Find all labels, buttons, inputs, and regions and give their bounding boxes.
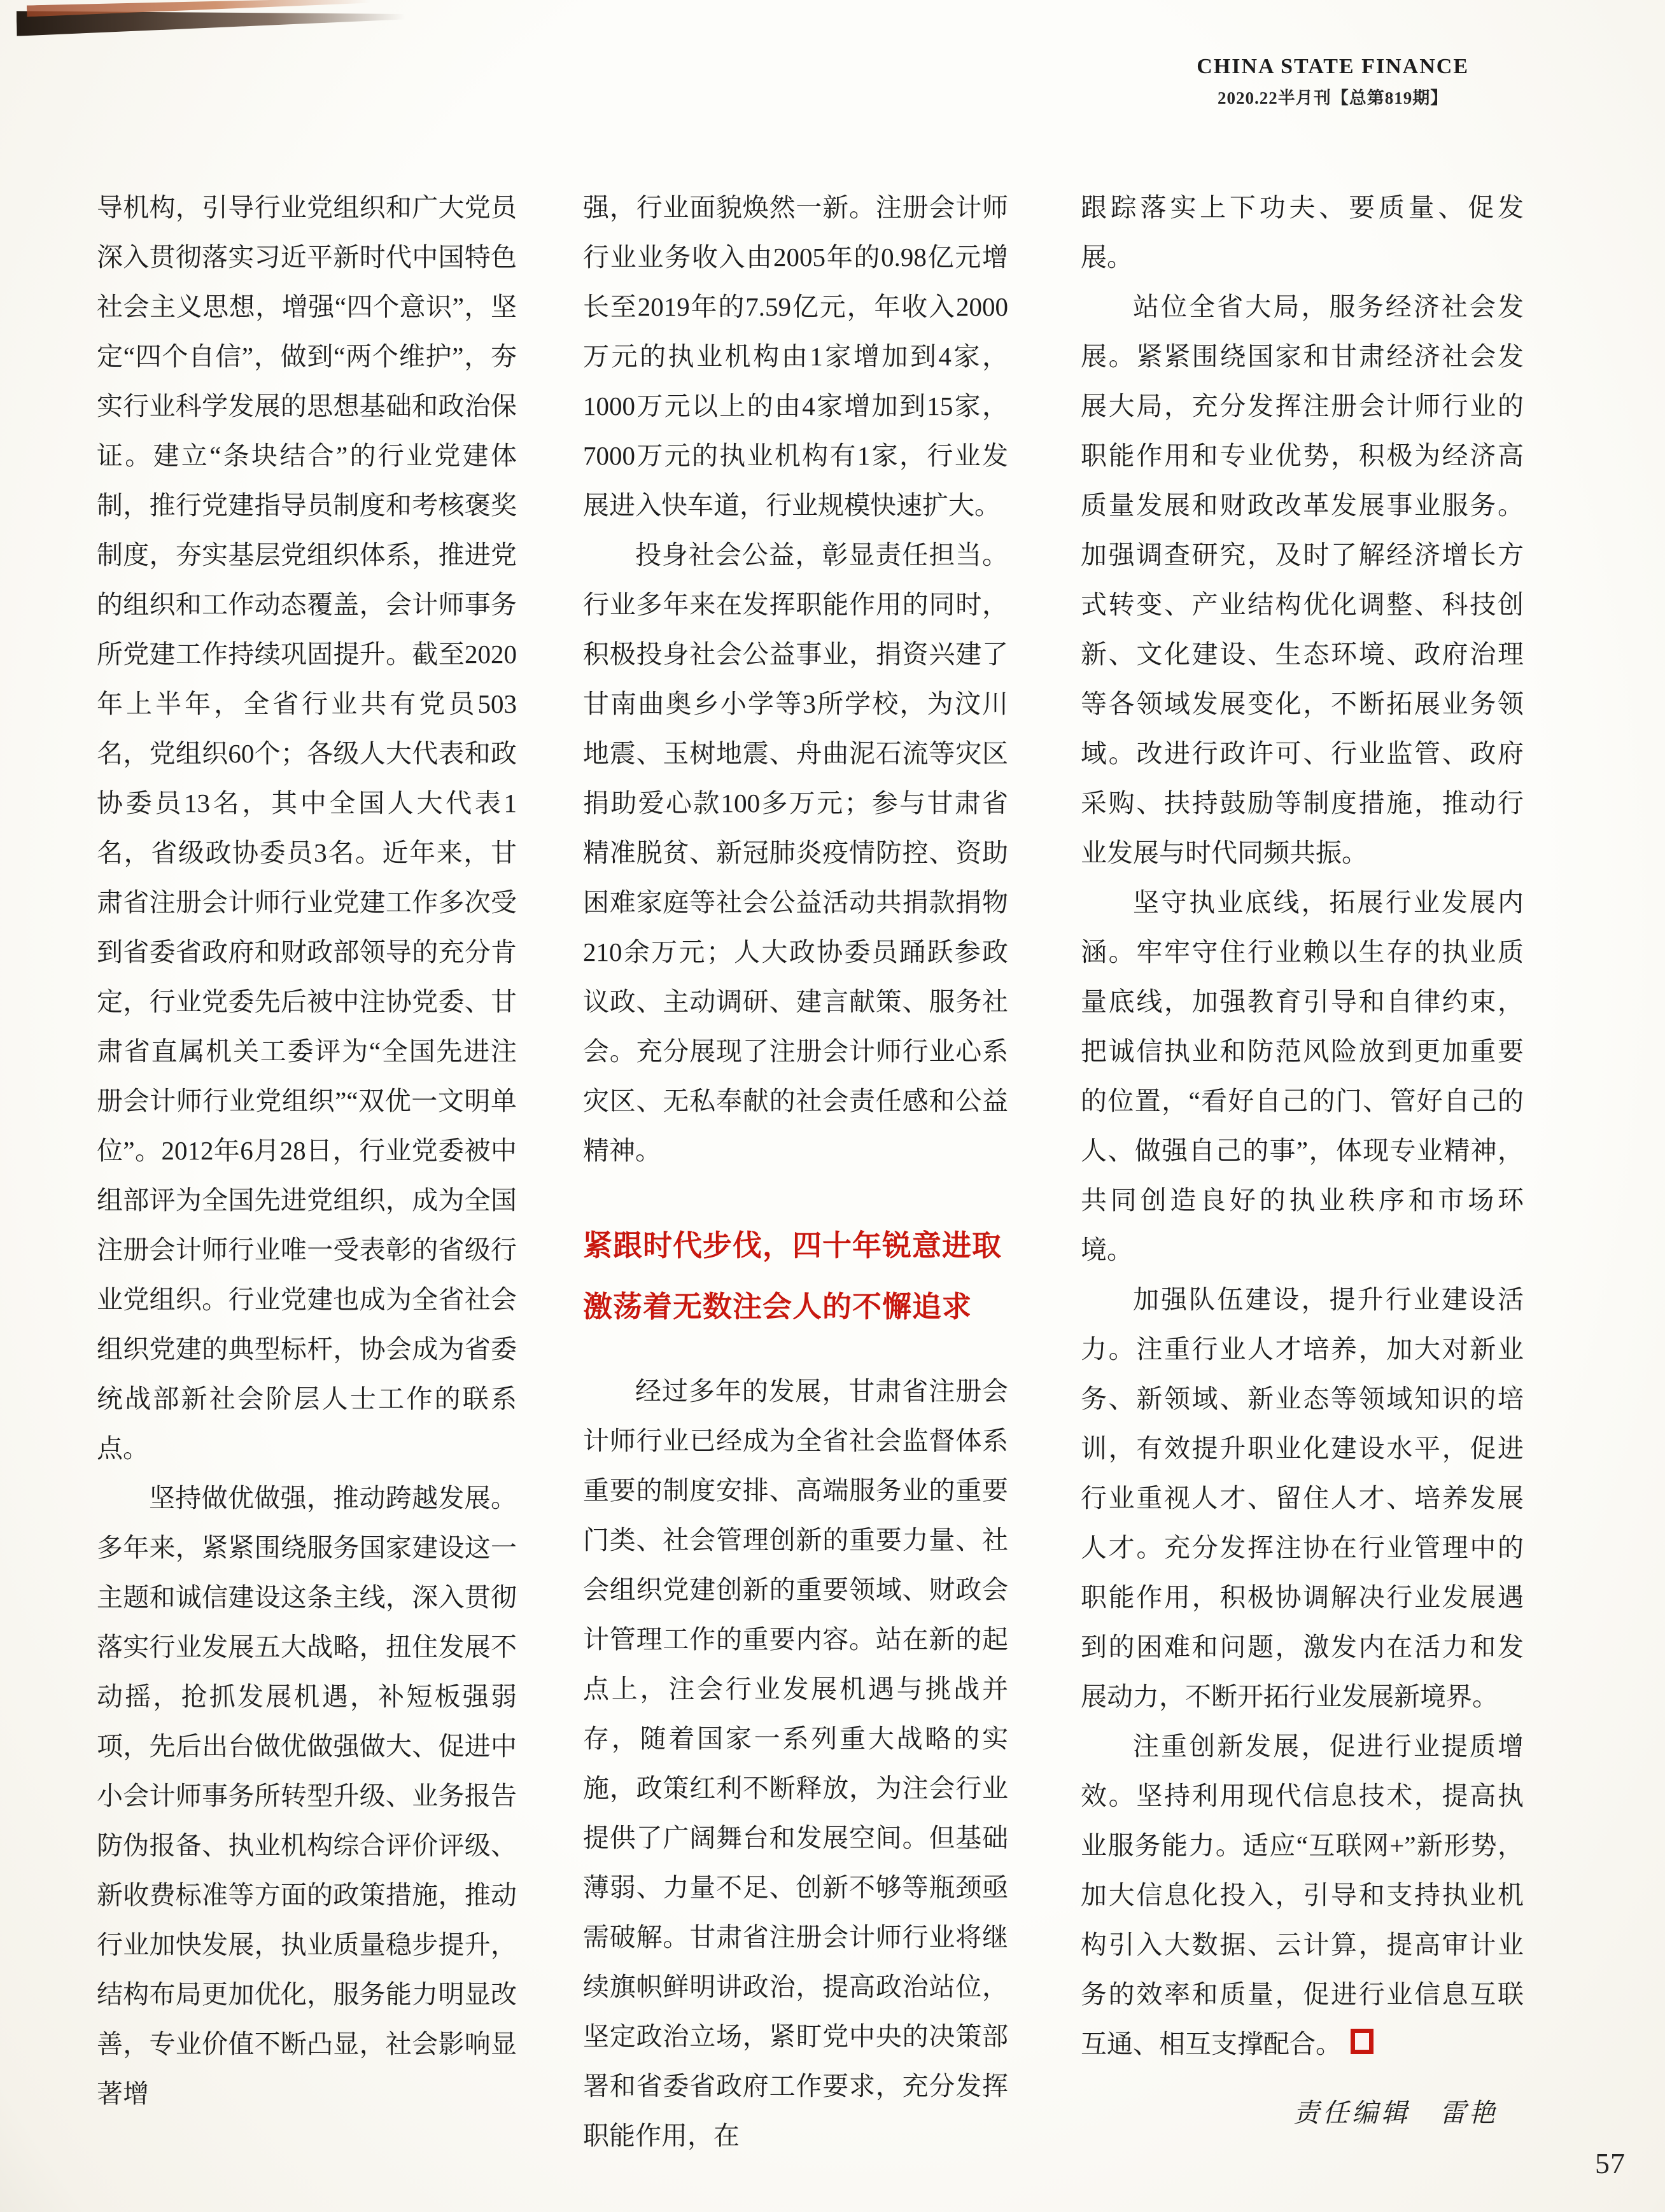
- page-number: 57: [1595, 2147, 1626, 2180]
- paragraph: 坚守执业底线，拓展行业发展内涵。牢牢守住行业赖以生存的执业质量底线，加强教育引导和自律约束，把诚信执业和防范风险放到更加重要的位置，“看好自己的门、管好自己的人、做强自己的事”，体现专业精神，共同创造良好的执业秩序和市场环境。: [1081, 888, 1524, 1264]
- paragraph: 投身社会公益，彰显责任担当。行业多年来在发挥职能作用的同时，积极投身社会公益事业，捐资兴建了甘南曲奥乡小学等3所学校，为汶川地震、玉树地震、舟曲泥石流等灾区捐助爱心款100多万元；参与甘肃省精准脱贫、新冠肺炎疫情防控、资助困难家庭等社会公益活动共捐款捐物210余万元；人大政协委员踊跃参政议政、主动调研、建言献策、服务社会。充分展现了注册会计师行业心系灾区、无私奉献的社会责任感和公益精神。: [583, 540, 1008, 1165]
- journal-issue-info: 2020.22半月刊【总第819期】: [1217, 88, 1449, 108]
- paragraph: 站位全省大局，服务经济社会发展。紧紧围绕国家和甘肃经济社会发展大局，充分发挥注册会计师行业的职能作用和专业优势，积极为经济高质量发展和财政改革发展事业服务。加强调查研究，及时了解经济增长方式转变、产业结构优化调整、科技创新、文化建设、生态环境、政府治理等各领域发展变化，不断拓展业务领域。改进行政许可、行业监管、政府采购、扶持鼓励等制度措施，推动行业发展与时代同频共振。: [1081, 292, 1524, 867]
- text-column-right: [1081, 183, 1524, 2138]
- paragraph-continuation: 强，行业面貌焕然一新。注册会计师行业业务收入由2005年的0.98亿元增长至2019年的7.59亿元，年收入2000万元的执业机构由1家增加到4家，1000万元以上的由4家增加到15家，7000万元的执业机构有1家，行业发展进入快车道，行业规模快速扩大。: [583, 193, 1008, 520]
- paragraph-continuation: 跟踪落实上下功夫、要质量、促发展。: [1081, 193, 1524, 272]
- paragraph: 坚持做优做强，推动跨越发展。多年来，紧紧围绕服务国家建设这一主题和诚信建设这条主线，深入贯彻落实行业发展五大战略，扭住发展不动摇，抢抓发展机遇，补短板强弱项，先后出台做优做强做大、促进中小会计师事务所转型升级、业务报告防伪报备、执业机构综合评价评级、新收费标准等方面的政策措施，推动行业加快发展，执业质量稳步提升，结构布局更加优化，服务能力明显改善，专业价值不断凸显，社会影响显著增: [97, 1483, 517, 2108]
- section-heading-line2: 激荡着无数注会人的不懈追求: [583, 1290, 972, 1323]
- paragraph: 加强队伍建设，提升行业建设活力。注重行业人才培养，加大对新业务、新领域、新业态等领域知识的培训，有效提升职业化建设水平，促进行业重视人才、留住人才、培养发展人才。充分发挥注协在行业管理中的职能作用，积极协调解决行业发展遇到的困难和问题，激发内在活力和发展动力，不断开拓行业发展新境界。: [1081, 1285, 1524, 1711]
- section-heading: [583, 1215, 1008, 1337]
- paragraph: 经过多年的发展，甘肃省注册会计师行业已经成为全省社会监督体系重要的制度安排、高端服务业的重要门类、社会管理创新的重要力量、社会组织党建创新的重要领域、财政会计管理工作的重要内容。站在新的起点上，注会行业发展机遇与挑战并存，随着国家一系列重大战略的实施，政策红利不断释放，为注会行业提供了广阔舞台和发展空间。但基础薄弱、力量不足、创新不够等瓶颈亟需破解。甘肃省注册会计师行业将继续旗帜鲜明讲政治，提高政治站位，坚定政治立场，紧盯党中央的决策部署和省委省政府工作要求，充分发挥职能作用，在: [583, 1376, 1008, 2150]
- text-column-middle: [583, 183, 1008, 2160]
- paragraph-continuation: 导机构，引导行业党组织和广大党员深入贯彻落实习近平新时代中国特色社会主义思想，增强“四个意识”，坚定“四个自信”，做到“两个维护”，夯实行业科学发展的思想基础和政治保证。建立“条块结合”的行业党建体制，推行党建指导员制度和考核褒奖制度，夯实基层党组织体系，推进党的组织和工作动态覆盖，会计师事务所党建工作持续巩固提升。截至2020年上半年，全省行业共有党员503名，党组织60个；各级人大代表和政协委员13名，其中全国人大代表1名，省级政协委员3名。近年来，甘肃省注册会计师行业党建工作多次受到省委省政府和财政部领导的充分肯定，行业党委先后被中注协党委、甘肃省直属机关工委评为“全国先进注册会计师行业党组织”“双优一文明单位”。2012年6月28日，行业党委被中组部评为全国先进党组织，成为全国注册会计师行业唯一受表彰的省级行业党组织。行业党建也成为全省社会组织党建的典型标杆，协会成为省委统战部新社会阶层人士工作的联系点。: [97, 193, 517, 1463]
- section-heading-line1: 紧跟时代步伐，四十年锐意进取: [583, 1229, 1002, 1262]
- journal-masthead: [1197, 55, 1469, 109]
- journal-title: CHINA STATE FINANCE: [1197, 55, 1469, 78]
- paragraph-final: [1081, 1721, 1524, 2069]
- paragraph-text: 注重创新发展，促进行业提质增效。坚持利用现代信息技术，提高执业服务能力。适应“互联网+”新形势，加大信息化投入，引导和支持执业机构引入大数据、云计算，提高审计业务的效率和质量，促进行业信息互联互通、相互支撑配合。: [1081, 1732, 1524, 2059]
- editor-credit: 责任编辑 雷艳: [1293, 2098, 1498, 2127]
- article-end-mark-icon: [1351, 2029, 1373, 2054]
- text-column-left: [97, 183, 517, 2118]
